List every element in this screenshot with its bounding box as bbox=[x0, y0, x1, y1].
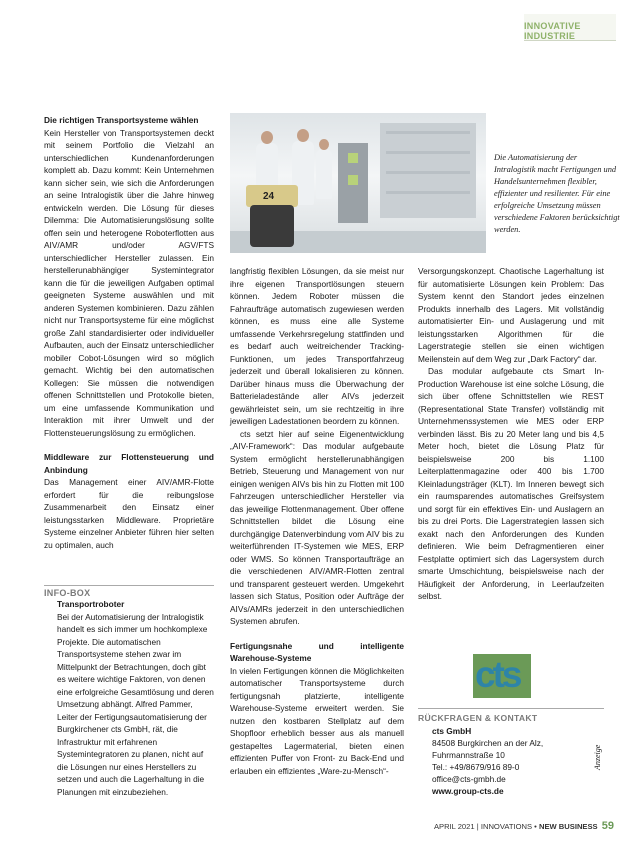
page-number: 59 bbox=[601, 820, 614, 832]
paragraph: Kein Hersteller von Transportsystemen deckt mit seinem Portfolio die Vielzahl an unterschiedlichen Kundenanforderungen komplett ab. Dazu kommt: Kein Unternehmen kann sicher sein, wie sich die Anforderungen an seine Intralogistik über die Jahre hinweg entwickeln werden. Die Lösung für dieses Dilemma: Die Automatisierungslösung sollte offen sein und heterogene Roboterflotten aus AIV/AMR und/oder AGV/FTS unterschiedlicher Hersteller zulassen. Ein herstellerunabhängiger Systemintegrator kann die für die jeweiligen Aufgaben optimal geeigneten Systeme auswählen und mit anderen Systemen kombinieren. Dazu zählen nicht nur Transportsysteme für eine möglichst große Zahl standardisierter oder individueller Aufbauten, auch der Einsatz unterschiedlicher mobiler Cobot-Lösungen wird so möglich gemacht. Wichtig bei den automatischen Kollegen: Sie müssen die notwendigen offenen Schnittstellen und Protokolle bieten, um eine umfassende Kommunikation und Interaktion mit ihrer Umwelt und der Flottensteuerungslösung zu ermöglichen. bbox=[44, 127, 214, 438]
advertisement-label: Anzeige bbox=[593, 744, 602, 770]
paragraph: Das Management einer AIV/AMR-Flotte erfordert für die reibungslose Zusammenarbeit den Einsatz einer leistungsstarken Middleware. Proprietäre Systeme einzelner Anbieter führen hier selten zu optimalen, auch bbox=[44, 477, 214, 550]
contact-address-line: Fuhrmannstraße 10 bbox=[432, 750, 505, 760]
heading-transport-systems: Die richtigen Transportsysteme wählen bbox=[44, 115, 199, 125]
paragraph: cts setzt hier auf seine Eigenentwicklung „AIV-Framework“: Das modular aufgebaute System ermöglicht herstellerunabhängigen Betrieb, Steuerung und Management von nur einigen wenigen AIVs bis hin zu Flotten mit 100 Fahrzeugen unterschiedlicher Hersteller via das jeweilige Flottenmanagement. Über offene Schnittstellen bildet die Lösung eine durchgängige Datenverbindung vom AIV bis zu weiterführenden IT-Systemen wie MES, ERP oder WMS. So können Transportaufträge an die verschiedenen AIV/AMR-Flotten zentral und transparent gesteuert werden. Umgekehrt lassen sich Status, Position oder Aufträge der AIVs/AMRs jederzeit in den unterschiedlichen Systemen abrufen. bbox=[230, 428, 404, 626]
heading-middleware: Middleware zur Flottensteuerung und Anbindung bbox=[44, 452, 214, 475]
column-2 bbox=[230, 265, 404, 777]
info-box-text: Bei der Automatisierung der Intralogistik handelt es sich immer um hochkomplexe Projekte. Die automatischen Transportsysteme stehen zwar im Mittelpunkt der Betrachtungen, doch gibt es weitere wichtige Faktoren, von denen eine erfolgreiche Gesamtlösung und deren Umsetzung abhängt. Alfred Pammer, Leiter der Fertigungsautomatisierung der Burgkirchener cts GmbH, rät, die Infrastruktur mit erfahrenen Systemintegratoren zu planen, nicht auf die Lösungen nur eines Herstellers zu setzen und auch die Lagerhaltung in die Planungen mit einzubeziehen. bbox=[57, 611, 214, 797]
paragraph: langfristig flexiblen Lösungen, da sie meist nur ihre eigenen Transportlösungen steuern können. Jedem Roboter müssen die Fahraufträge automatisch zugewiesen werden können, es muss eine alle Systeme umfassende Verkehrsregelung stattfinden und es bedarf auch weitreichender Tracking-Funktionen, um jedes Transportfahrzeug jederzeit und überall lokalisieren zu können. Darüber hinaus muss die Überwachung der Batterieladestände aller AIVs jederzeit gewährleistet sein, um sie rechtzeitig in ihre jeweiligen Ladestationen beordern zu können. bbox=[230, 266, 404, 426]
footer-magazine: INNOVATIONS bbox=[480, 822, 533, 831]
column-3 bbox=[418, 265, 604, 603]
footer-brand: NEW BUSINESS bbox=[538, 822, 598, 831]
info-box bbox=[44, 585, 214, 798]
column-1 bbox=[44, 114, 214, 551]
info-box-subtitle: Transportroboter bbox=[57, 599, 125, 609]
footer-separator: | bbox=[476, 822, 479, 831]
contact-company: cts GmbH bbox=[432, 726, 472, 736]
page-footer bbox=[434, 820, 614, 832]
contact-website[interactable]: www.group-cts.de bbox=[432, 786, 504, 796]
warehouse-robot-photo bbox=[230, 113, 486, 253]
cts-logo-text: cts bbox=[475, 654, 520, 695]
contact-address-line: 84508 Burgkirchen an der Alz, bbox=[432, 738, 544, 748]
footer-issue: APRIL 2021 bbox=[433, 822, 475, 831]
cts-logo bbox=[473, 654, 531, 698]
paragraph: Das modular aufgebaute cts Smart In-Production Warehouse ist eine solche Lösung, die sich über offene Schnittstellen wie REST (Representational State Transfer) vollständig mit Unternehmenssystemen wie MES oder ERP verbinden lässt. Bis zu 20 Meter lang und bis 4,5 Meter hoch, bietet die Lösung Platz für beispielsweise 200 bis 1.100 Leiterplattenmagazine oder 400 bis 1.700 Kleinladungsträger (KLT). Im Inneren bewegt sich ein raumsparendes automatisches Greifsystem und sorgt für ein effektives Ein- und Auslagern an bis zu drei Ports. Die Lagerstrategien lassen sich exakt nach den Anforderungen des Kunden definieren. Wie beim Defragmentieren einer Festplatte optimiert sich das Lagersystem durch smarte Umschichtung, beispielsweise nach der Häufigkeit der Anforderung, in Leerlaufzeiten selbst. bbox=[418, 366, 604, 601]
footer-bullet: • bbox=[534, 822, 537, 831]
section-tag-label: INNOVATIVE INDUSTRIE bbox=[524, 21, 581, 41]
heading-warehouse-systems: Fertigungsnahe und intelligente Warehouse-Systeme bbox=[230, 640, 404, 663]
contact-box bbox=[418, 708, 604, 797]
contact-phone: Tel.: +49/8679/916 89-0 bbox=[432, 762, 520, 772]
paragraph: Versorgungskonzept. Chaotische Lagerhaltung ist für automatisierte Lösungen kein Problem: Das System kennt den Standort jedes einzelnen Produkts innerhalb des Lagers. Mit vollständig automatisierter Ein- und Auslagerung und mit leistungsstarken Algorithmen für die Lagerstrategie stellen sie einen wichtigen Meilenstein auf dem Weg zur „Dark Factory“ dar. bbox=[418, 266, 604, 364]
photo-caption: Die Automatisierung der Intralogistik macht Fertigungen und Handelsunternehmen flexibler, effizienter und resilienter. Für eine erfolgreiche Umsetzung müssen verschiedene Faktoren berücksichtigt werden. bbox=[494, 153, 620, 234]
robot-number: 24 bbox=[263, 191, 275, 202]
contact-email[interactable]: office@cts-gmbh.de bbox=[432, 774, 506, 784]
paragraph: In vielen Fertigungen können die Möglichkeiten automatischer Transportsysteme durch fertigungsnah platzierte, intelligente Warehouse-Systeme erweitert werden. Sie nutzen den kostbaren Stellplatz auf dem Shopfloor erheblich besser aus als manuell gestapeltes Lagermaterial, bieten einen effizienten Puffer von Front- zu Back-End und erlauben ein effizientes „Ware-zu-Mensch“- bbox=[230, 665, 404, 776]
contact-title: RÜCKFRAGEN & KONTAKT bbox=[418, 713, 538, 723]
section-tag bbox=[524, 14, 616, 41]
info-box-title: INFO-BOX bbox=[44, 588, 91, 598]
